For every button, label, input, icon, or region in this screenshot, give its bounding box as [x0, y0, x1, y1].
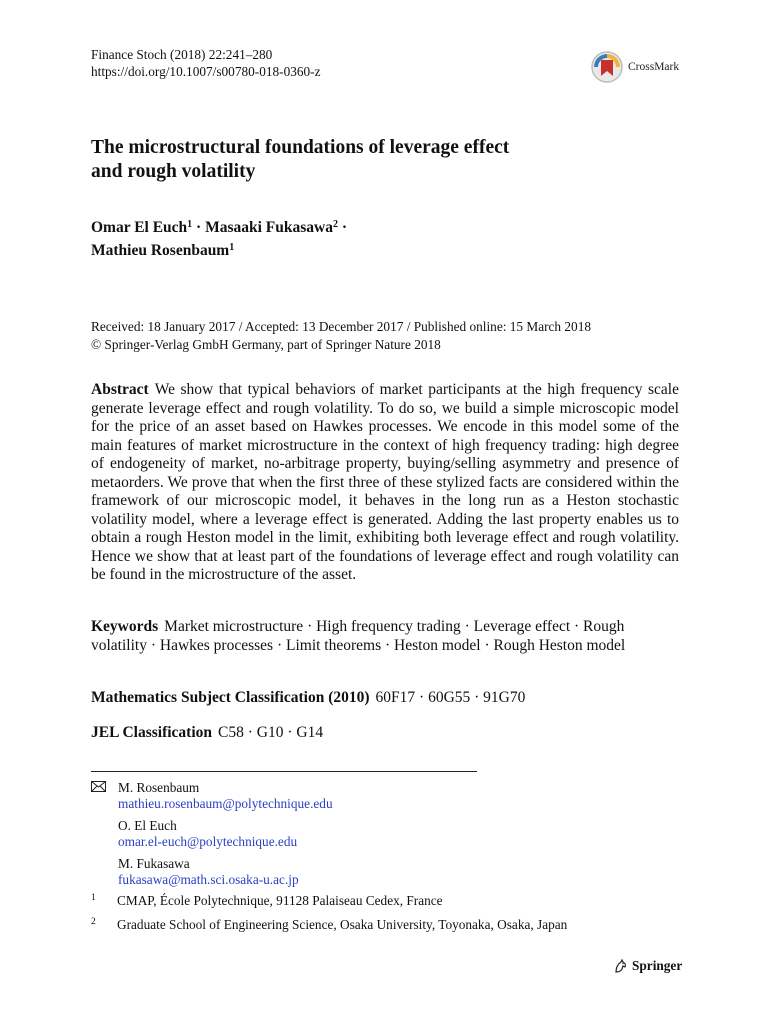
- contact-entry: [91, 818, 333, 850]
- journal-header: [91, 47, 321, 80]
- jel-label: JEL Classification: [91, 724, 213, 741]
- keywords: [91, 618, 679, 655]
- copyright-line: © Springer-Verlag GmbH Germany, part of Springer Nature 2018: [91, 336, 441, 352]
- journal-citation: Finance Stoch (2018) 22:241–280: [91, 47, 273, 62]
- publisher-logo: [613, 958, 682, 974]
- springer-horse-icon: [613, 958, 629, 974]
- publisher-name: Springer: [632, 958, 683, 973]
- doi-link[interactable]: https://doi.org/10.1007/s00780-018-0360-z: [91, 63, 321, 79]
- affiliation: [91, 893, 443, 909]
- affiliation: [91, 917, 567, 933]
- keywords-text: Market microstructure · High frequency trading · Leverage effect · Rough volatility · Hawkes processes · Limit theorems · Heston model · Rough Heston model: [91, 618, 626, 654]
- contact-email[interactable]: fukasawa@math.sci.osaka-u.ac.jp: [118, 872, 299, 887]
- affiliation-marker: 2: [333, 219, 338, 230]
- jel-classification: [91, 724, 323, 743]
- contact-name: O. El Euch: [118, 818, 177, 833]
- keywords-label: Keywords: [91, 618, 159, 635]
- received-line: Received: 18 January 2017 / Accepted: 13 December 2017 / Published online: 15 March 2018: [91, 319, 591, 334]
- affiliation-marker: 1: [229, 241, 235, 253]
- crossmark-label: CrossMark: [628, 61, 680, 73]
- envelope-icon: [91, 781, 106, 792]
- author-name: Omar El Euch: [91, 219, 188, 236]
- affiliation-number: 1: [91, 893, 96, 903]
- abstract-text: We show that typical behaviors of market participants at the high frequency scale generate leverage effect and rough volatility. To do so, we build a simple microscopic model for the price of an asset based on Hawkes processes. We encode in this model some of the main features of market microstructure in the context of high frequency trading: high degree of endogeneity of market, no-arbitrage property, buying/selling asymmetry and presence of metaorders. We prove that when the first three of these stylized facts are considered within the framework of our microscopic model, it behaves in the long run as a Heston stochastic volatility model, where a leverage effect is generated. Adding the last property enables us to obtain a rough Heston model in the limit, exhibiting both leverage effect and rough volatility. Hence we show that at least part of the foundations of leverage effect and rough volatility can be found in the microstructure of the asset.: [91, 381, 679, 583]
- msc-classification: [91, 689, 525, 708]
- abstract: [91, 381, 679, 585]
- footnote-divider: [91, 771, 477, 772]
- affiliation-marker: 1: [187, 219, 193, 230]
- msc-label: Mathematics Subject Classification (2010): [91, 689, 370, 706]
- msc-codes: 60F17 · 60G55 · 91G70: [375, 689, 526, 706]
- affiliation-text: Graduate School of Engineering Science, Osaka University, Toyonaka, Osaka, Japan: [117, 917, 568, 932]
- author-name: Mathieu Rosenbaum: [91, 241, 230, 259]
- abstract-label: Abstract: [91, 381, 149, 398]
- crossmark-icon: [590, 50, 624, 84]
- contact-list: [91, 780, 333, 894]
- affiliation-number: 2: [91, 917, 96, 927]
- publication-dates: [91, 318, 591, 353]
- contact-entry: [91, 780, 333, 812]
- affiliation-text: CMAP, École Polytechnique, 91128 Palaiseau Cedex, France: [117, 893, 443, 908]
- author-list: Omar El Euch$^1$ · Masaaki Fukasawa$^2$ · Mathieu Rosenbaum$^1$: [91, 219, 348, 259]
- author-name: Masaaki Fukasawa: [205, 219, 333, 236]
- contact-email[interactable]: omar.el-euch@polytechnique.edu: [118, 834, 298, 849]
- contact-entry: [91, 856, 333, 888]
- crossmark-badge[interactable]: [590, 50, 679, 84]
- contact-name: M. Fukasawa: [118, 856, 190, 871]
- contact-email[interactable]: mathieu.rosenbaum@polytechnique.edu: [118, 796, 333, 811]
- contact-name: M. Rosenbaum: [118, 780, 200, 795]
- jel-codes: C58 · G10 · G14: [218, 724, 324, 741]
- paper-title: The microstructural foundations of leverage effect and rough volatility: [91, 137, 510, 182]
